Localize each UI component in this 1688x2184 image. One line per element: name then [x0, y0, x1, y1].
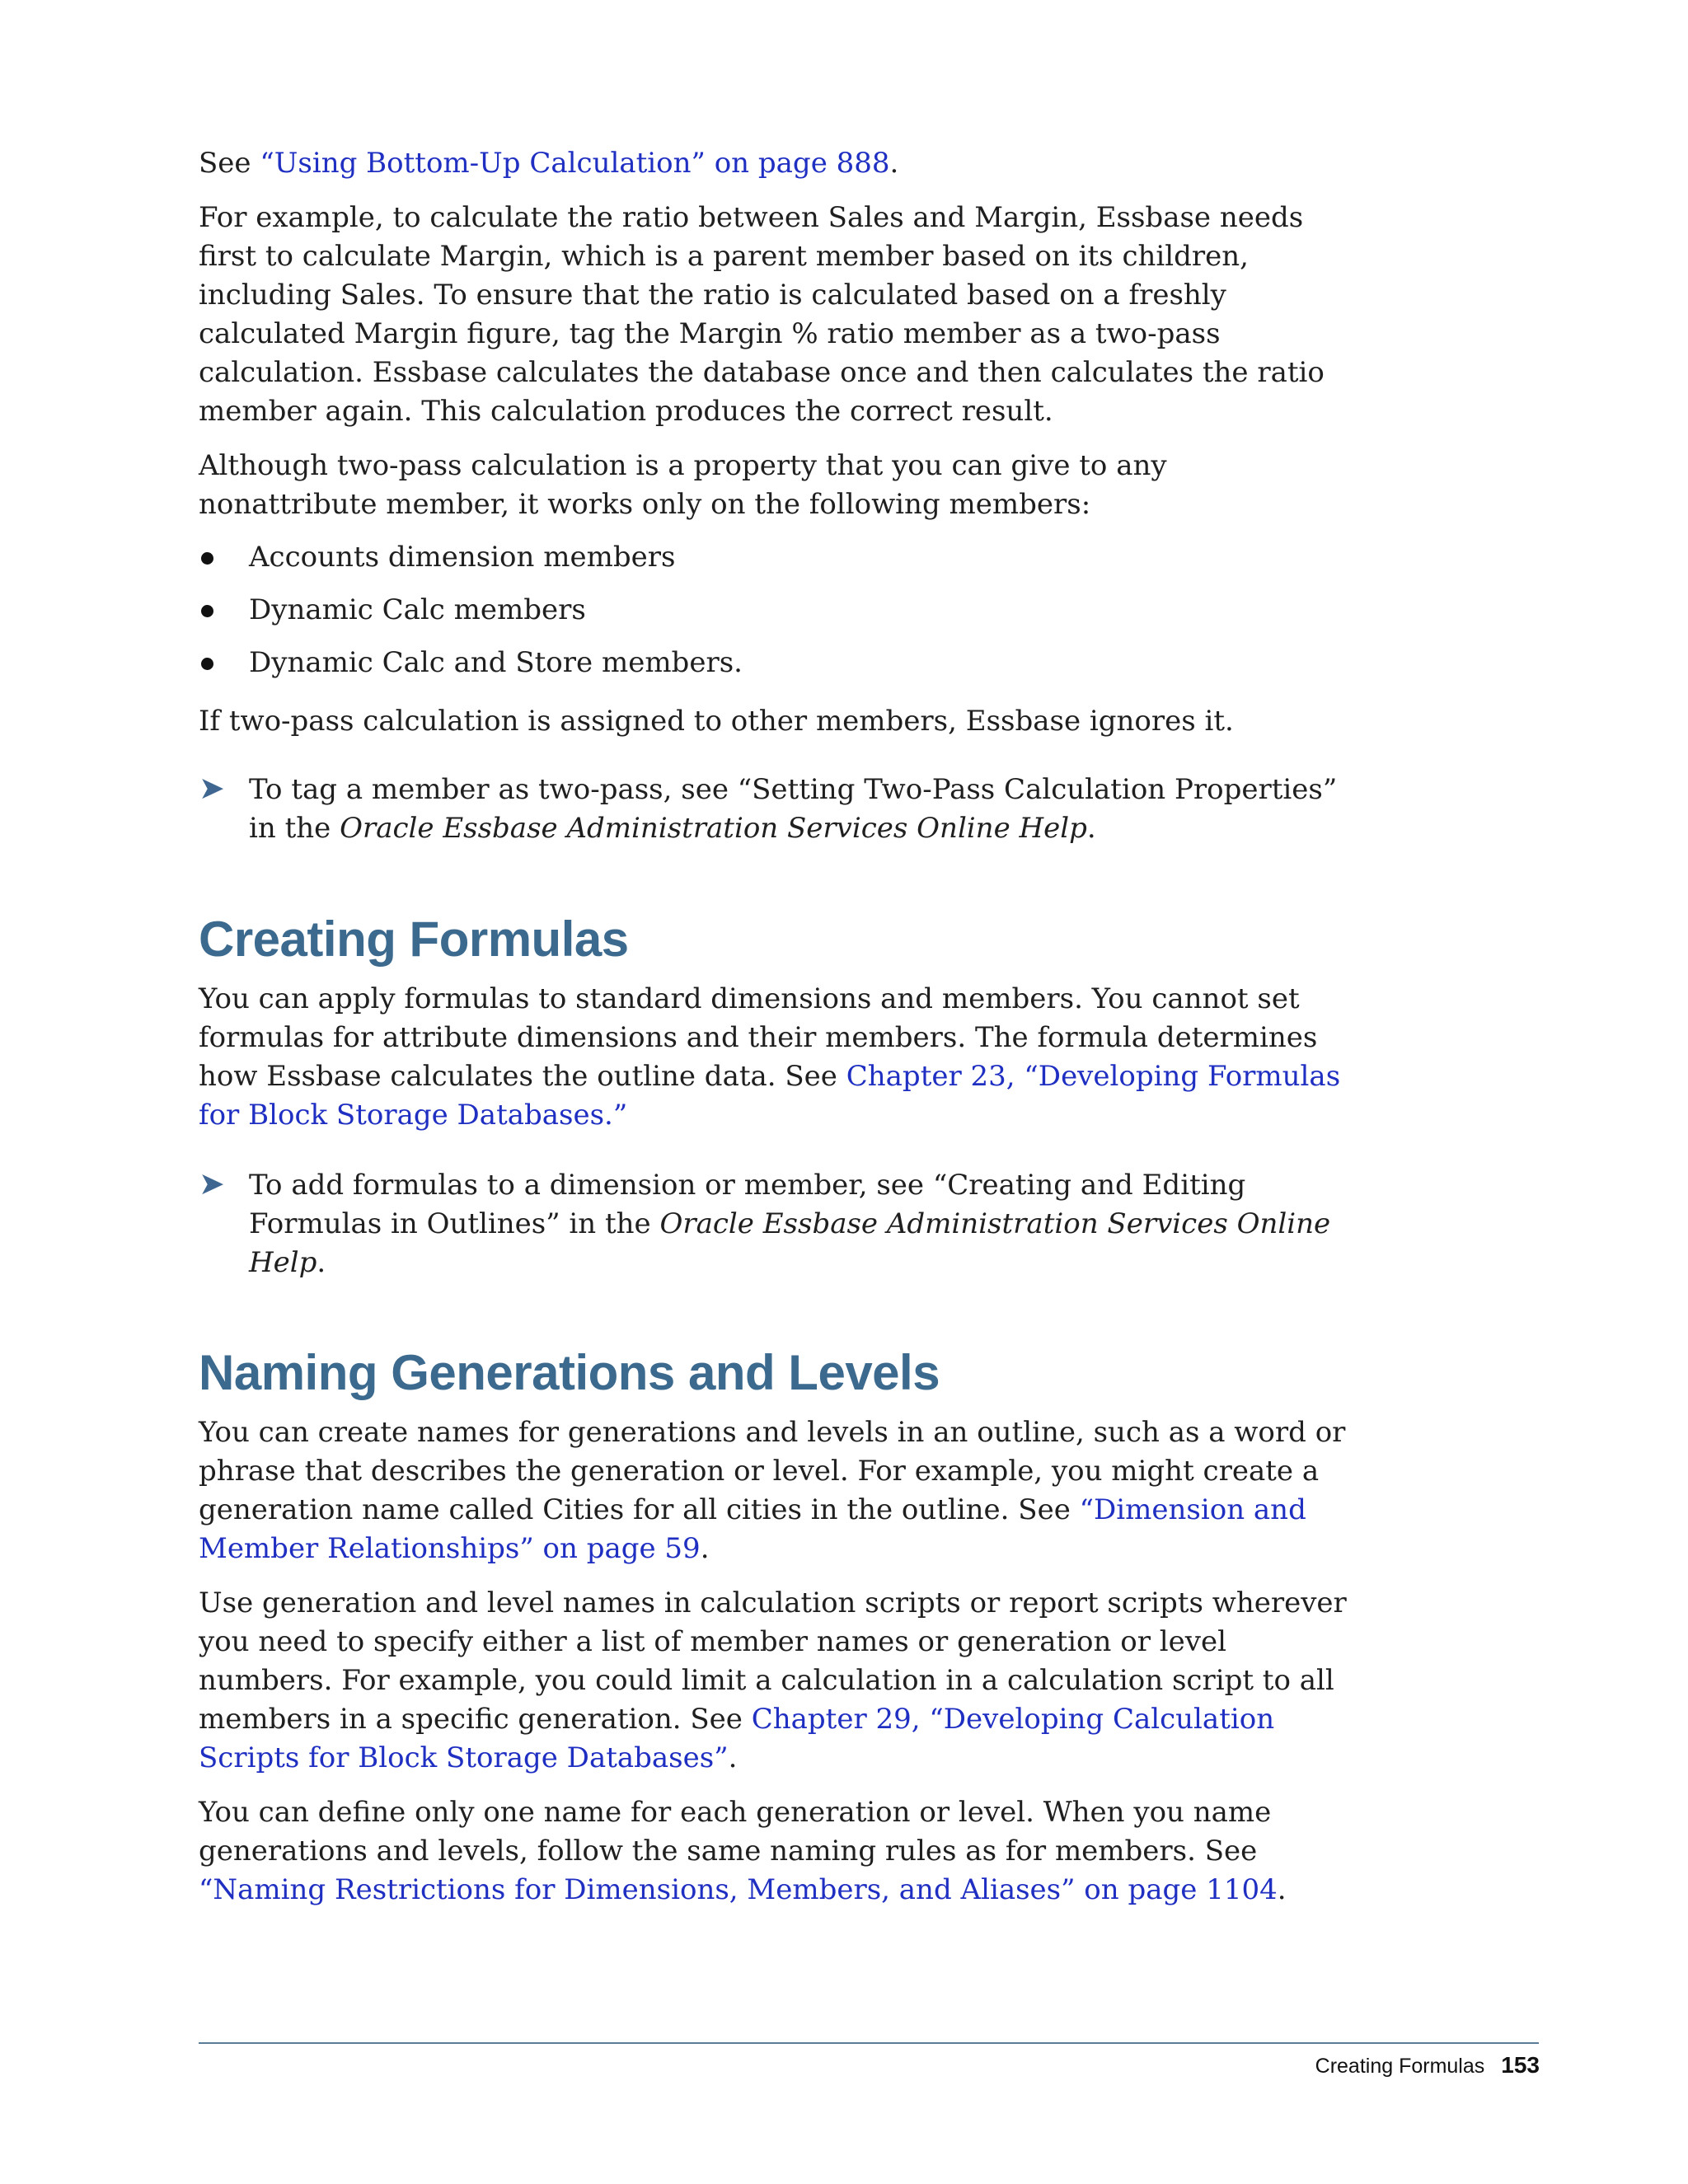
procedure-text: To tag a member as two-pass, see “Setting Two-Pass Calculation Properties” in the [249, 773, 1338, 845]
two-pass-property-paragraph: Although two-pass calculation is a property that you can give to any nonattribute member, it works only on the following members: [199, 449, 1167, 521]
bottom-up-calculation-link[interactable]: “Using Bottom-Up Calculation” on page 888 [260, 147, 890, 180]
page-content [199, 144, 1353, 1925]
naming-restrictions-link[interactable]: “Naming Restrictions for Dimensions, Members, and Aliases” on page 1104 [199, 1873, 1278, 1906]
page-footer [1315, 2052, 1540, 2079]
chapter-23-link[interactable]: Chapter 23, “Developing Formulas for Block Storage Databases.” [199, 1060, 1341, 1132]
bullet-icon [201, 658, 213, 670]
naming-rules-paragraph [199, 1793, 1353, 1910]
list-item [199, 644, 1353, 682]
section-heading-creating-formulas: Creating Formulas [199, 912, 629, 967]
ignore-note-paragraph: If two-pass calculation is assigned to other members, Essbase ignores it. [199, 705, 1234, 738]
see-suffix: . [889, 147, 899, 180]
bullet-icon [201, 605, 213, 617]
list-item-text: Dynamic Calc and Store members. [249, 646, 743, 679]
procedure-book-title: Oracle Essbase Administration Services Online Help [249, 1207, 1331, 1279]
procedure-arrow-icon: ➤ [199, 1165, 225, 1202]
member-types-list [199, 538, 1353, 682]
naming-rules-text: You can define only one name for each generation or level. When you name generations and levels, follow the same naming rules as for members. See [199, 1796, 1272, 1868]
procedure-tag-two-pass [199, 771, 1353, 848]
procedure-suffix: . [316, 1246, 326, 1279]
page-number: 153 [1501, 2052, 1540, 2078]
bullet-icon [201, 552, 213, 565]
generation-names-paragraph [199, 1413, 1353, 1568]
generation-usage-text: Use generation and level names in calculation scripts or report scripts wherever you need to specify either a list of member names or generation or level numbers. For example, you could limit a calculation in a calculation script to all members in a specific generation. See [199, 1586, 1347, 1736]
procedure-suffix: . [1086, 812, 1096, 845]
procedure-arrow-icon: ➤ [199, 770, 225, 806]
paragraph-suffix: . [1277, 1873, 1287, 1906]
section-heading-naming-generations: Naming Generations and Levels [199, 1345, 940, 1400]
generation-names-text: You can create names for generations and levels in an outline, such as a word or phrase that describes the generation or level. For example, you might create a generation name called Cities for all cities in the outline. See [199, 1416, 1346, 1526]
procedure-text: To add formulas to a dimension or member, see “Creating and Editing Formulas in Outlines” in the [249, 1169, 1246, 1240]
formulas-paragraph [199, 980, 1353, 1135]
footer-section-title: Creating Formulas [1315, 2055, 1485, 2078]
list-item-text: Dynamic Calc members [249, 593, 586, 626]
list-item [199, 538, 1353, 577]
see-prefix: See [199, 147, 260, 180]
procedure-book-title: Oracle Essbase Administration Services Online Help [340, 812, 1087, 845]
chapter-29-link[interactable]: Chapter 29, “Developing Calculation Scripts for Block Storage Databases” [199, 1703, 1275, 1774]
paragraph-suffix: . [700, 1532, 710, 1565]
list-item-text: Accounts dimension members [249, 541, 676, 574]
list-item [199, 591, 1353, 630]
generation-usage-paragraph [199, 1584, 1353, 1778]
ratio-example-paragraph: For example, to calculate the ratio between Sales and Margin, Essbase needs first to calculate Margin, which is a parent member based on its children, including Sales. To ensure that the ratio is calculated based on a freshly calculated Margin figure, tag the Margin % ratio member as a two-pass calculation. Essbase calculates the database once and then calculates the ratio member again. This calculation produces the correct result. [199, 201, 1325, 428]
procedure-add-formulas [199, 1166, 1353, 1282]
paragraph-suffix: . [728, 1741, 738, 1774]
dimension-relationships-link[interactable]: “Dimension and Member Relationships” on page 59 [199, 1493, 1306, 1565]
see-line [199, 144, 1353, 183]
footer-divider [199, 2042, 1539, 2044]
formulas-text: You can apply formulas to standard dimensions and members. You cannot set formulas for attribute dimensions and their members. The formula determines how Essbase calculates the outline data. See [199, 982, 1318, 1093]
